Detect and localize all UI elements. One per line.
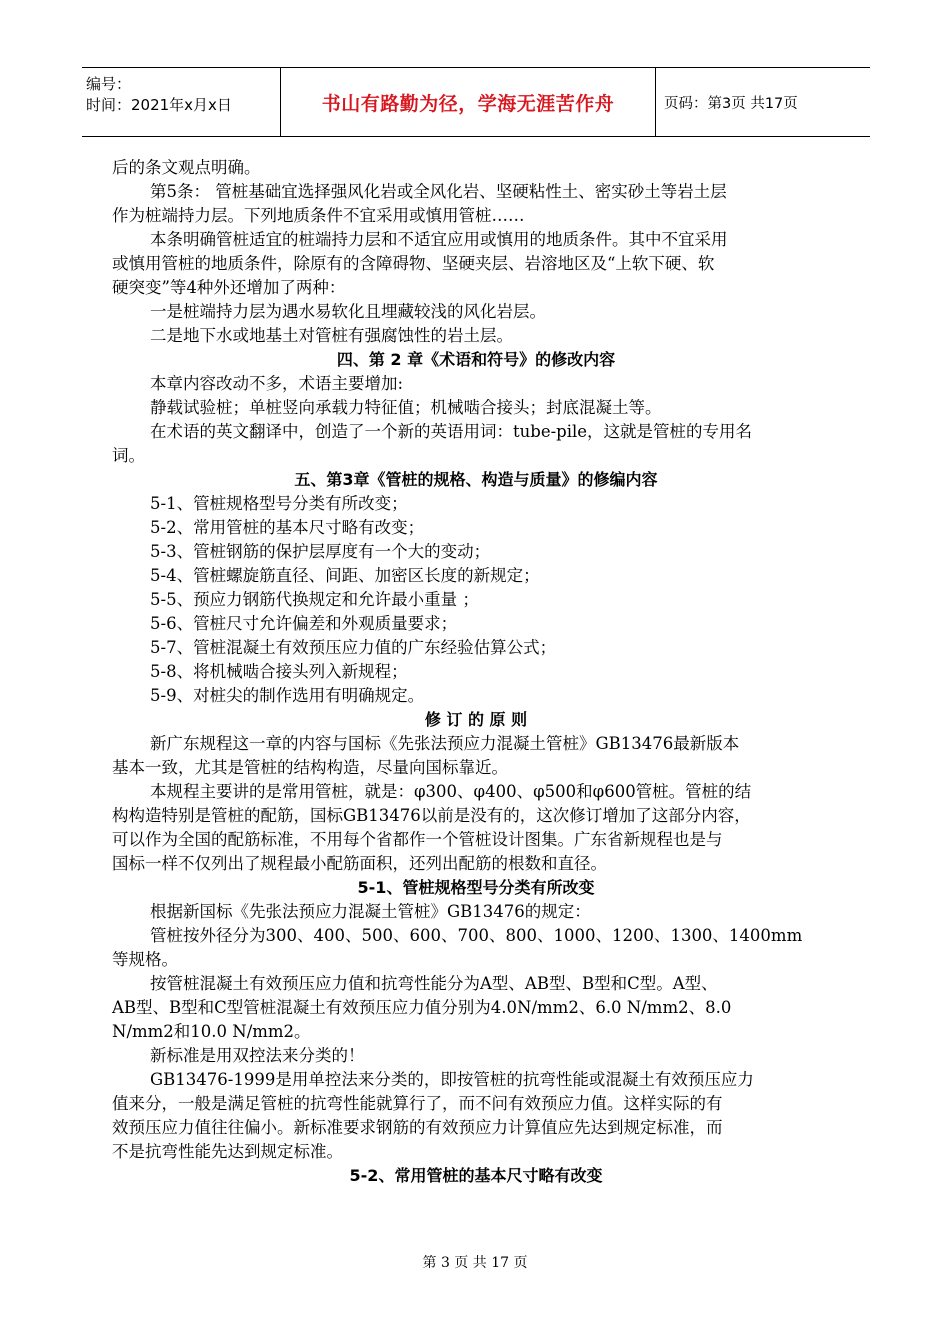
text-line: 本章内容改动不多，术语主要增加:: [150, 374, 404, 393]
text-line: 5-6、管桩尺寸允许偏差和外观质量要求；: [150, 614, 458, 633]
document-header: [82, 67, 870, 137]
text-line: 或慎用管桩的地质条件，除原有的含障碍物、坚硬夹层、岩溶地区及“上软下硬、软: [112, 254, 715, 273]
header-meta: [82, 68, 280, 136]
page-footer: 第 3 页 共 17 页: [422, 1255, 528, 1271]
document-body: [112, 156, 840, 1188]
text-line: 二是地下水或地基土对管桩有强腐蚀性的岩土层。: [150, 326, 513, 345]
document-number-label: 编号：: [86, 75, 132, 93]
text-line: 在术语的英文翻译中，创造了一个新的英语用词：tube-pile，这就是管桩的专用名: [150, 422, 753, 441]
text-line: 新标准是用双控法来分类的！: [150, 1046, 365, 1065]
text-line: 本条明确管桩适宜的桩端持力层和不适宜应用或慎用的地质条件。其中不宜采用: [150, 230, 728, 249]
text-line: 5-2、常用管桩的基本尺寸略有改变；: [150, 518, 425, 537]
text-line: 5-9、对桩尖的制作选用有明确规定。: [150, 686, 425, 705]
text-line: 构构造特别是管桩的配筋，国标GB13476以前是没有的，这次修订增加了这部分内容，: [112, 806, 751, 825]
section-heading: 修 订 的 原 则: [424, 710, 528, 729]
text-line: 不是抗弯性能先达到规定标准。: [112, 1142, 343, 1161]
text-line: 国标一样不仅列出了规程最小配筋面积，还列出配筋的根数和直径。: [112, 854, 607, 873]
section-heading: 四、第 2 章《术语和符号》的修改内容: [336, 350, 616, 369]
text-line: 值来分，一般是满足管桩的抗弯性能就算行了，而不问有效预应力值。这样实际的有: [112, 1094, 723, 1113]
text-line: 5-8、将机械啮合接头列入新规程；: [150, 662, 408, 681]
section-heading: 五、第3章《管桩的规格、构造与质量》的修编内容: [294, 470, 658, 489]
text-line: 按管桩混凝土有效预压应力值和抗弯性能分为A型、AB型、B型和C型。A型、: [150, 974, 718, 993]
text-line: 管桩按外径分为300、400、500、600、700、800、1000、1200、1300、1400mm: [150, 926, 803, 945]
text-line: 可以作为全国的配筋标准，不用每个省都作一个管桩设计图集。广东省新规程也是与: [112, 830, 723, 849]
text-line: 5-5、预应力钢筋代换规定和允许最小重量 ；: [150, 590, 479, 609]
header-page-label: 页码：第3页 共17页: [664, 95, 798, 112]
text-line: 后的条文观点明确。: [112, 158, 261, 177]
text-line: 本规程主要讲的是常用管桩，就是：φ300、φ400、φ500和φ600管桩。管桩的结: [150, 782, 752, 801]
text-line: 新广东规程这一章的内容与国标《先张法预应力混凝土管桩》GB13476最新版本: [150, 734, 740, 753]
section-heading: 5-2、常用管桩的基本尺寸略有改变: [349, 1166, 603, 1185]
header-motto: 书山有路勤为径，学海无涯苦作舟: [280, 68, 656, 136]
text-line: 词。: [112, 446, 145, 465]
section-heading: 5-1、管桩规格型号分类有所改变: [357, 878, 595, 897]
text-line: 5-4、管桩螺旋筋直径、间距、加密区长度的新规定；: [150, 566, 540, 585]
text-line: GB13476-1999是用单控法来分类的，即按管桩的抗弯性能或混凝土有效预压应力: [150, 1070, 754, 1089]
document-time-label: 时间：2021年x月x日: [86, 96, 232, 114]
text-line: 第5条： 管桩基础宜选择强风化岩或全风化岩、坚硬粘性土、密实砂土等岩土层: [150, 182, 727, 201]
text-line: 等规格。: [112, 950, 178, 969]
text-line: 效预压应力值往往偏小。新标准要求钢筋的有效预应力计算值应先达到规定标准，而: [112, 1118, 723, 1137]
text-line: 5-7、管桩混凝土有效预压应力值的广东经验估算公式；: [150, 638, 557, 657]
text-line: 静载试验桩；单桩竖向承载力特征值；机械啮合接头；封底混凝土等。: [150, 398, 662, 417]
text-line: 5-1、管桩规格型号分类有所改变；: [150, 494, 408, 513]
text-line: 根据新国标《先张法预应力混凝土管桩》GB13476的规定：: [150, 902, 591, 921]
text-line: AB型、B型和C型管桩混凝土有效预压应力值分别为4.0N/mm2、6.0 N/mm2、8.0: [112, 998, 732, 1017]
text-line: 基本一致，尤其是管桩的结构构造，尽量向国标靠近。: [112, 758, 508, 777]
text-line: N/mm2和10.0 N/mm2。: [112, 1022, 311, 1041]
text-line: 作为桩端持力层。下列地质条件不宜采用或慎用管桩……: [112, 206, 525, 225]
text-line: 5-3、管桩钢筋的保护层厚度有一个大的变动；: [150, 542, 491, 561]
text-line: 一是桩端持力层为遇水易软化且埋藏较浅的风化岩层。: [150, 302, 546, 321]
text-line: 硬突变”等4种外还增加了两种：: [112, 278, 346, 297]
